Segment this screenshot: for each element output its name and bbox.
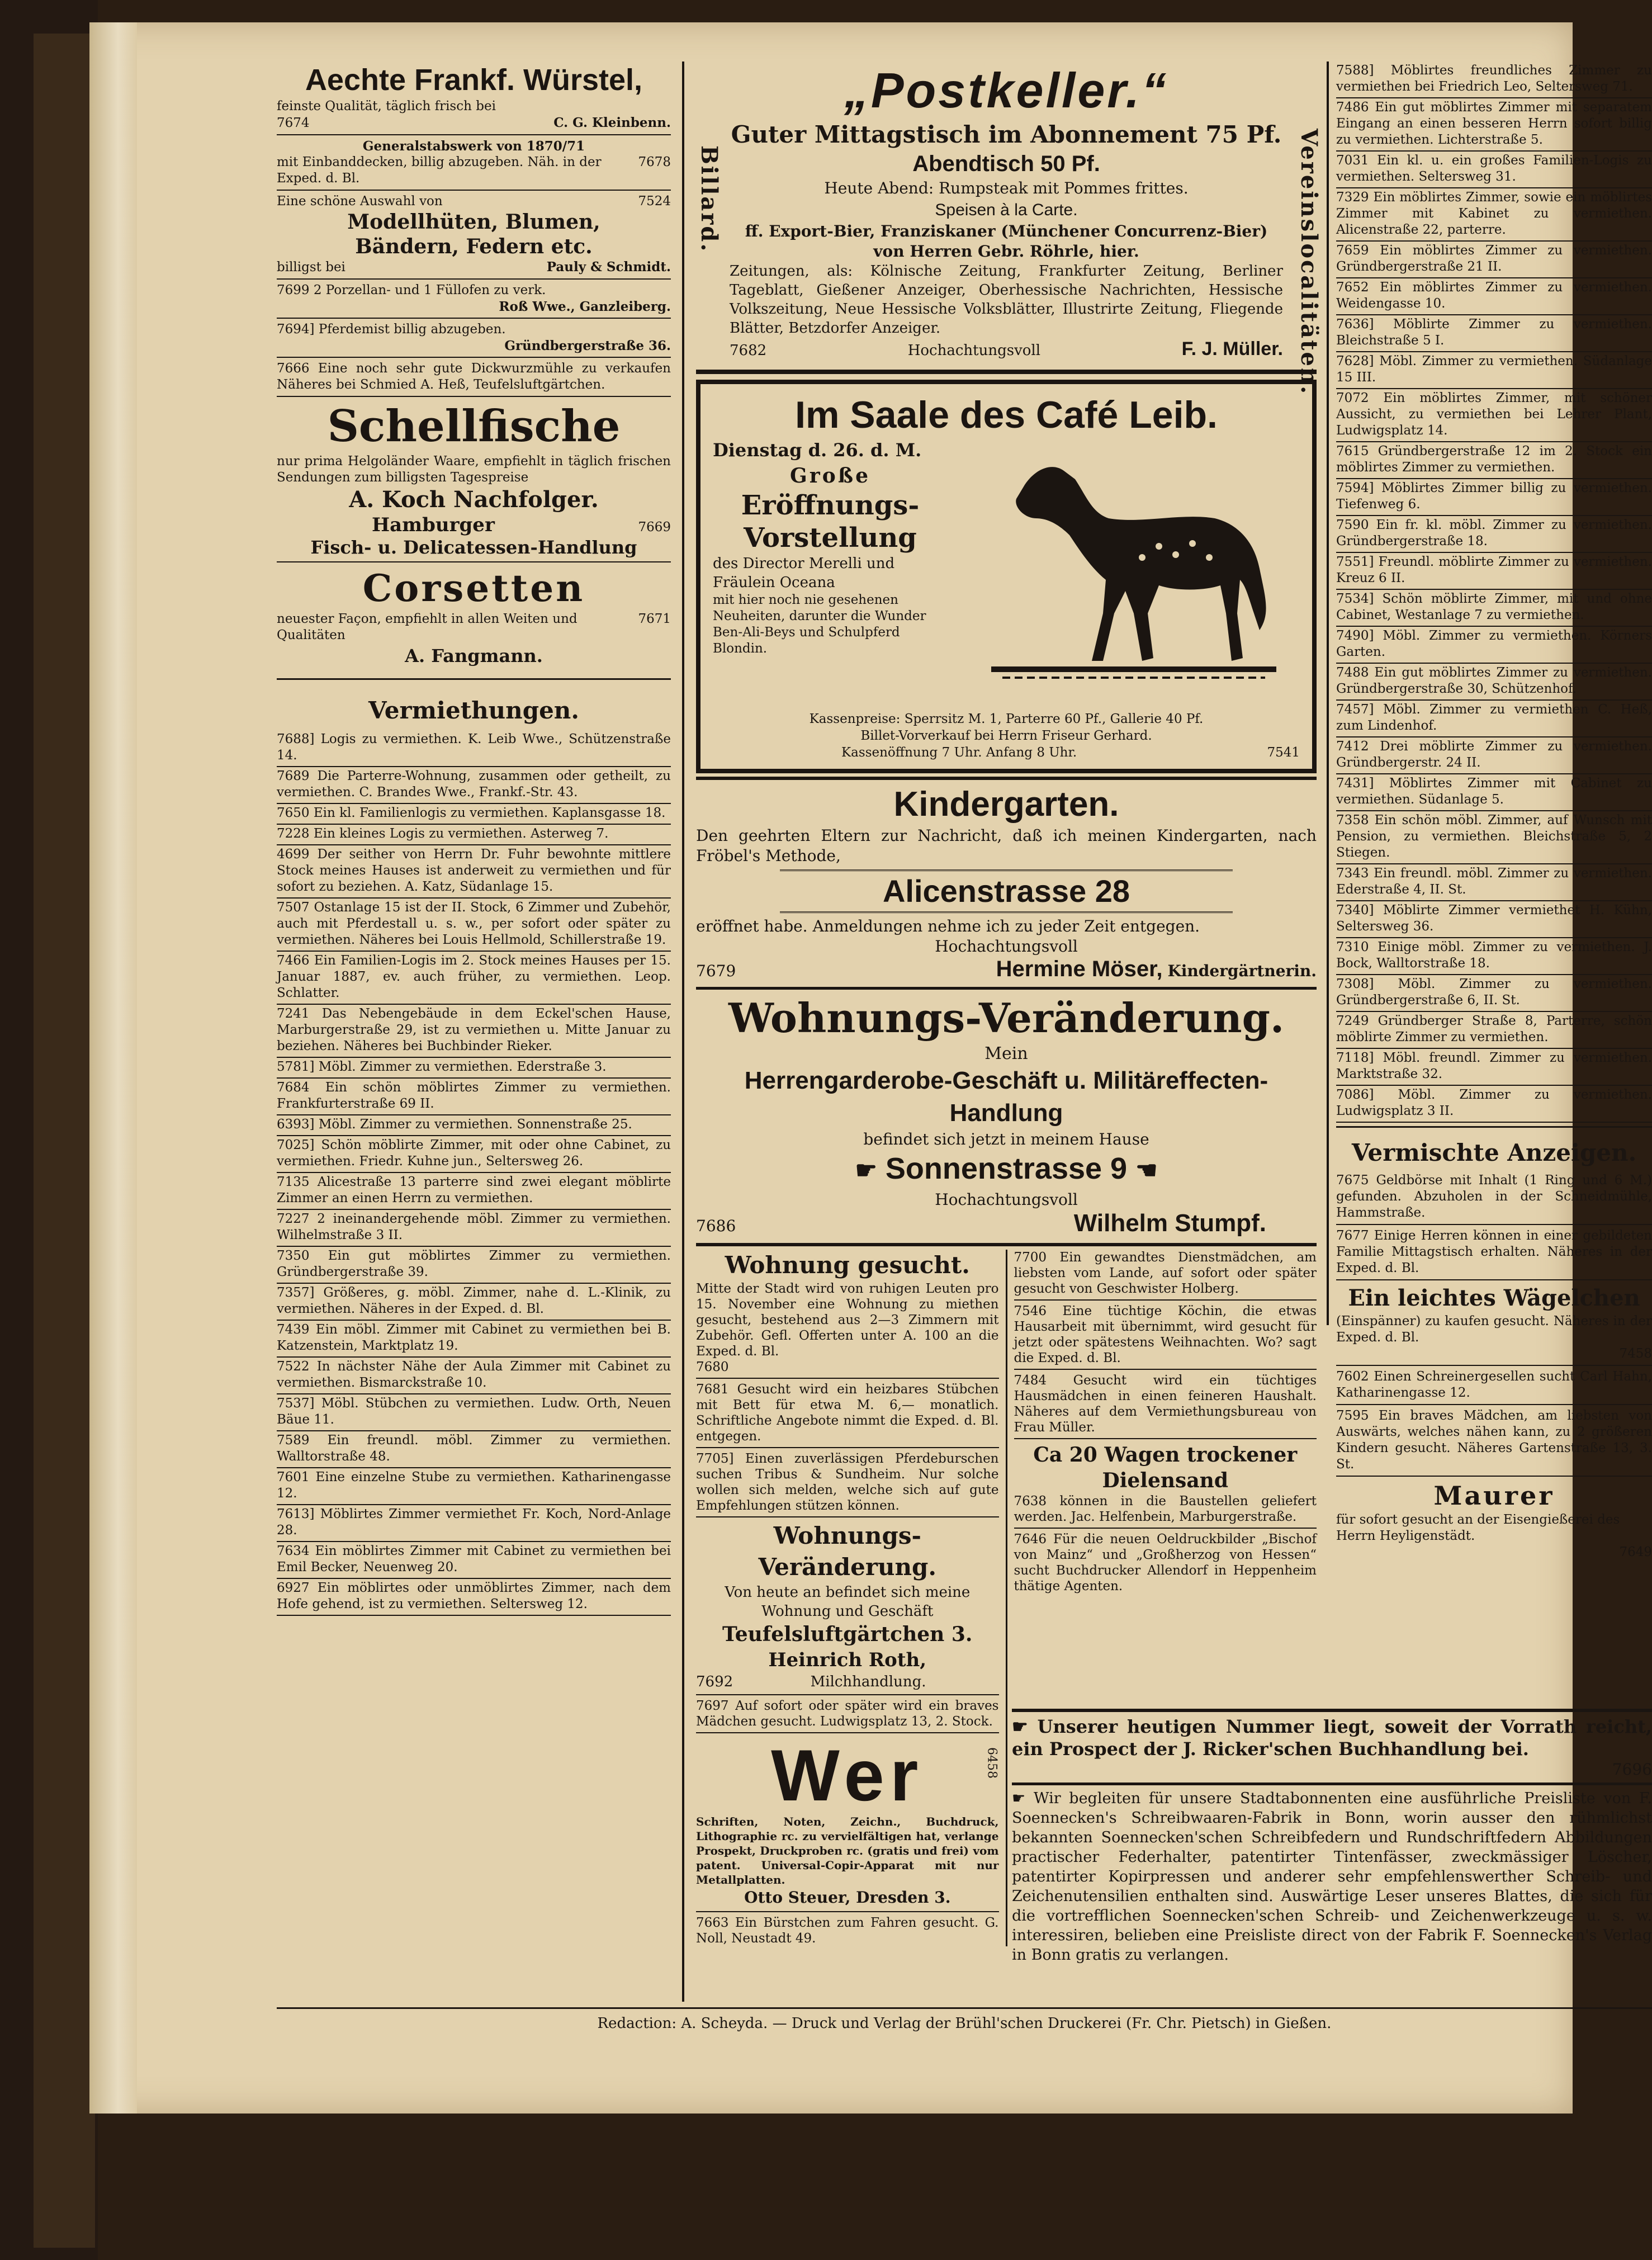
kinder-title: Kindergarten. (893, 785, 1119, 824)
listing-item: 7590 Ein fr. kl. möbl. Zimmer zu vermiethen. Gründbergerstraße 18. (1336, 516, 1652, 553)
wohnv1-ad (696, 993, 1317, 1240)
wohnv1-l1: Mein (984, 1044, 1028, 1063)
listing-item: 7431] Möblirtes Zimmer mit Cabinet zu vermiethen. Südanlage 5. (1336, 774, 1652, 811)
listing-item: 7589 Ein freundl. möbl. Zimmer zu vermiethen. Walltorstraße 48. (277, 1431, 671, 1468)
postkeller-l3: Heute Abend: Rumpsteak mit Pommes frittes. (824, 179, 1189, 197)
kinder-sign: Hochachtungsvoll (935, 937, 1078, 956)
listing-item: 7688] Logis zu vermiethen. K. Leib Wwe., Schützenstraße 14. (277, 730, 671, 767)
middle-subcolumn-left (696, 1250, 1007, 1946)
kinder-l1: Den geehrten Eltern zur Nachricht, daß ich meinen Kindergarten, nach Fröbel's Methode, (696, 826, 1317, 865)
wohnv1-title: Wohnungs-Veränderung. (728, 994, 1285, 1042)
corsetten-title: Corsetten (362, 566, 585, 610)
kinder-addr: Alicenstrasse 28 (780, 869, 1233, 913)
listing-item: 7466 Ein Familien-Logis im 2. Stock meines Hauses per 15. Januar 1887, ev. auch früher, zu vermiethen. Leop. Schlatter. (277, 952, 671, 1005)
listing-item: 7086] Möbl. Zimmer zu vermiethen. Ludwigsplatz 3 II. (1336, 1086, 1652, 1123)
corsetten-num: 7671 (638, 612, 671, 626)
listing-item: 7350 Ein gut möblirtes Zimmer zu vermiethen. Gründbergerstraße 39. (277, 1247, 671, 1284)
postkeller-name: F. J. Müller. (1181, 338, 1283, 360)
postkeller-side-right: Vereinslocalitäten. (1296, 129, 1322, 395)
dielen-text: 7638 können in die Baustellen geliefert werden. Jac. Helfenbein, Marburgerstraße. (1014, 1494, 1317, 1524)
maurer-num: 7649 (1619, 1545, 1652, 1559)
listing-item: 7652 Ein möblirtes Zimmer zu vermiethen. Weidengasse 10. (1336, 278, 1652, 315)
column-rule-2 (1327, 62, 1329, 1325)
maurer-text: für sofort gesucht an der Eisengießerei des Herrn Heyligenstädt. (1336, 1512, 1620, 1543)
pointing-hand-icon-2: ☛ (1012, 1790, 1034, 1807)
schreiner-text: 7602 Einen Schreinergesellen sucht Carl Hahn, Katharinengasse 12. (1336, 1369, 1652, 1400)
gewerbe-title: Generalstabswerk von 1870/71 (362, 139, 585, 154)
cafe-l5: mit hier noch nie gesehenen Neuheiten, darunter die Wunder Ben-Ali-Beys und Schulpferd Blondin. (713, 593, 926, 656)
postkeller-ad (696, 62, 1322, 395)
cafe-ad (696, 380, 1317, 773)
wohnv1-l3: befindet sich jetzt in meinem Hause (863, 1130, 1149, 1148)
listing-item: 7457] Möbl. Zimmer zu vermiethen C. Heß, zum Lindenhof. (1336, 701, 1652, 737)
cafe-l4: des Director Merelli und Fräulein Oceana (713, 555, 895, 591)
hausmaedchen-text: 7484 Gesucht wird ein tüchtiges Hausmädchen in einen feineren Haushalt. Näheres auf dem Vermiethungsbureau von Frau Müller. (1014, 1373, 1317, 1435)
listing-item: 7343 Ein freundl. möbl. Zimmer zu vermiethen. Ederstraße 4, II. St. (1336, 864, 1652, 901)
listing-item: 7227 2 ineinandergehende möbl. Zimmer zu vermiethen. Wilhelmstraße 3 II. (277, 1210, 671, 1247)
listing-item: 7659 Ein möblirtes Zimmer zu vermiethen. Gründbergerstraße 21 II. (1336, 242, 1652, 278)
corsetten-name: A. Fangmann. (405, 645, 543, 666)
wohnv1-addr: ☛ Sonnenstrasse 9 ☚ (855, 1152, 1158, 1185)
soennecken-text: ☛ Wir begleiten für unsere Stadtabonnenten eine ausführliche Preisliste von F. Soennecken's Schreibwaaren-Fabrik in Bonn, worin ausser den rühmlichst bekannten Soennecken'schen Schreibfedern und Rundschriftfedern Abbildungen practischer Federhalter, patentirter Tintenfässer, zweckmässiger Löscher, patentirter Kopirpressen und anderer sehr empfehlenswerther Schreib- und Zeichenutensilien enthalten sind. Auswärtige Leser unseres Blattes, die sich für die vortrefflichen Soennecken'schen Schreib- und Zeichenwerkzeuge u. s. w. interessiren, belieben eine Preisliste direct von der Fabrik F. Soennecken's Verlag in Bonn gratis zu verlangen. (1012, 1790, 1652, 1964)
listing-item: 7241 Das Nebengebäude in dem Eckel'schen Hause, Marburgerstraße 29, ist zu vermiethen u. Mitte Januar zu beziehen. Näheres bei Buchbinder Rieker. (277, 1005, 671, 1058)
kinder-role: Kindergärtnerin. (1167, 962, 1317, 980)
newspaper-page (89, 22, 1652, 2114)
wohnv1-name: Wilhelm Stumpf. (1073, 1209, 1266, 1237)
cafe-l3: Vorstellung (744, 522, 917, 554)
modell-line2: billigst bei (277, 260, 345, 275)
listing-item: 7072 Ein möblirtes Zimmer, mit schöner Aussicht, zu vermiethen bei Lehrer Plant, Ludwigsplatz 14. (1336, 389, 1652, 442)
listing-item: 7636] Möblirte Zimmer zu vermiethen. Bleichstraße 5 I. (1336, 315, 1652, 352)
modell-name: Pauly & Schmidt. (546, 259, 671, 275)
listing-item: 6927 Ein möblirtes oder unmöblirtes Zimmer, nach dem Hofe gehend, ist zu vermiethen. Seltersweg 12. (277, 1579, 671, 1616)
wer-text: Schriften, Noten, Zeichn., Buchdruck, Lithographie rc. zu vervielfältigen hat, verlange Prospekt, Druckproben rc. (gratis und frei) vom patent. Universal-Copir-Apparat mit nur Metallplatten. (696, 1815, 999, 1887)
corsetten-line: neuester Façon, empfiehlt in allen Weiten und Qualitäten (277, 612, 578, 642)
kinder-num: 7679 (696, 962, 736, 980)
wuerstel-name: C. G. Kleinbenn. (553, 115, 671, 130)
book-edge (34, 34, 95, 2248)
cafe-num: 7541 (1267, 745, 1300, 760)
listing-item: 7340] Möblirte Zimmer vermiethet H. Kühn, Seltersweg 36. (1336, 901, 1652, 938)
modell-title2: Bändern, Federn etc. (355, 235, 593, 258)
postkeller-title: „Postkeller.“ (844, 63, 1169, 118)
maedchen-text: 7697 Auf sofort oder später wird ein braves Mädchen gesucht. Ludwigsplatz 13, 2. Stock. (696, 1699, 999, 1729)
page-binding (89, 22, 137, 2114)
buerstchen-text: 7663 Ein Bürstchen zum Fahren gesucht. G. Noll, Neustadt 49. (696, 1916, 999, 1946)
verm-list-left (277, 730, 671, 1616)
postkeller-l5: ff. Export-Bier, Franziskaner (Münchener Concurrenz-Bier) von Herren Gebr. Röhrle, hier. (745, 222, 1268, 261)
listing-item: 7588] Möblirtes freundliches Zimmer zu vermiethen bei Friedrich Leo, Seltersweg 71. (1336, 62, 1652, 98)
dickwurz-text: 7666 Eine noch sehr gute Dickwurzmühle zu verkaufen Näheres bei Schmied A. Heß, Teufelsluftgärtchen. (277, 361, 671, 392)
listing-item: 7522 In nächster Nähe der Aula Zimmer mit Cabinet zu vermiethen. Bismarckstraße 10. (277, 1358, 671, 1394)
listing-item: 5781] Möbl. Zimmer zu vermiethen. Ederstraße 3. (277, 1058, 671, 1079)
listing-item: 7537] Möbl. Stübchen zu vermiethen. Ludw. Orth, Neuen Bäue 11. (277, 1394, 671, 1431)
cafe-open: Kassenöffnung 7 Uhr. Anfang 8 Uhr. (841, 745, 1077, 760)
kindergarten-ad (696, 783, 1317, 984)
pointing-hand-left-icon: ☛ (855, 1157, 877, 1184)
modell-line1: Eine schöne Auswahl von (277, 194, 443, 209)
listing-item: 6393] Möbl. Zimmer zu vermiethen. Sonnenstraße 25. (277, 1115, 671, 1136)
wohnv2-l1: Von heute an befindet sich meine Wohnung und Geschäft (725, 1584, 971, 1620)
wohnv2-title: Wohnungs-Veränderung. (758, 1522, 937, 1581)
wohnv2-name: Heinrich Roth, (768, 1649, 927, 1671)
column-middle (696, 62, 1322, 1946)
listing-item: 7031 Ein kl. u. ein großes Familien-Logis zu vermiethen. Seltersweg 31. (1336, 152, 1652, 188)
kinder-name: Hermine Möser, (996, 957, 1163, 981)
cafe-date: Dienstag d. 26. d. M. (713, 439, 922, 461)
schell-num: 7669 (638, 520, 671, 535)
wer-title: Wer (771, 1734, 924, 1816)
listing-item: 7490] Möbl. Zimmer zu vermiethen. Körners Garten. (1336, 627, 1652, 664)
listing-item: 7689 Die Parterre-Wohnung, zusammen oder getheilt, zu vermiethen. C. Brandes Wwe., Frankf.-Str. 43. (277, 767, 671, 804)
wohnv1-l2: Herrengarderobe-Geschäft u. Militäreffecten-Handlung (744, 1067, 1268, 1127)
listing-item: 7310 Einige möbl. Zimmer zu vermiethen. J. Bock, Walltorstraße 18. (1336, 938, 1652, 975)
pointing-hand-right-icon: ☚ (1135, 1157, 1158, 1184)
listing-item: 7249 Gründberger Straße 8, Parterre, schön möblirte Zimmer zu vermiethen. (1336, 1012, 1652, 1049)
verm-title: Vermiethungen. (368, 697, 579, 724)
kinder-l2: eröffnet habe. Anmeldungen nehme ich zu jeder Zeit entgegen. (696, 917, 1200, 935)
stuebchen-text: 7681 Gesucht wird ein heizbares Stübchen mit Bett für etwa M. 6,— monatlich. Schriftliche Angebote nimmt die Exped. d. Bl. entgegen. (696, 1382, 999, 1444)
gesucht-title: Wohnung gesucht. (725, 1251, 970, 1279)
maedchen3-text: 7595 Ein braves Mädchen, am liebsten von Auswärts, welches nähen kann, zu 2 größeren Kindern gesucht. Näheres Gartenstraße 13, 3. St. (1336, 1408, 1652, 1472)
listing-item: 7507 Ostanlage 15 ist der II. Stock, 6 Zimmer und Zubehör, auch mit Pferdestall u. s. w., per sofort oder später zu vermiethen. Näheres bei Louis Hellmold, Schillerstraße 19. (277, 899, 671, 952)
listing-item: 7594] Möblirtes Zimmer billig zu vermiethen. Tiefenweg 6. (1336, 479, 1652, 516)
schell-title: Schellfische (327, 401, 621, 452)
wuerstel-title: Aechte Frankf. Würstel, (305, 63, 643, 97)
wohnv1-sign: Hochachtungsvoll (935, 1190, 1078, 1209)
bilder-text: 7646 Für die neuen Oeldruckbilder „Bischof von Mainz“ und „Großherzog von Hessen“ sucht Buchdrucker Allendorf in Heppenheim thätige Agenten. (1014, 1532, 1317, 1594)
listing-item: 7488 Ein gut möblirtes Zimmer zu vermiethen. Gründbergerstraße 30, Schützenhof. (1336, 664, 1652, 701)
listing-item: 7628] Möbl. Zimmer zu vermiethen. Südanlage 15 III. (1336, 352, 1652, 389)
listing-item: 7308] Möbl. Zimmer zu vermiethen. Gründbergerstraße 6, II. St. (1336, 975, 1652, 1012)
maurer-title: Maurer (1433, 1481, 1555, 1511)
listing-item: 7439 Ein möbl. Zimmer mit Cabinet zu vermiethen bei B. Katzenstein, Marktplatz 19. (277, 1321, 671, 1358)
waegel-title: Ein leichtes Wägelchen (1348, 1285, 1640, 1311)
listing-item: 7329 Ein möblirtes Zimmer, sowie ein möblirtes Zimmer mit Kabinet zu vermiethen. Alicenstraße 22, parterre. (1336, 188, 1652, 242)
column-right (1336, 62, 1652, 1561)
waegel-num: 7458 (1619, 1346, 1652, 1361)
listing-item: 7650 Ein kl. Familienlogis zu vermiethen. Kaplansgasse 18. (277, 804, 671, 825)
modell-title1: Modellhüten, Blumen, (347, 210, 600, 234)
wohnv2-addr: Teufelsluftgärtchen 3. (722, 1623, 973, 1646)
gewerbe-num: 7678 (638, 155, 671, 169)
listing-item: 7486 Ein gut möblirtes Zimmer mit separatem Eingang an einen besseren Herrn sofort billig zu vermiethen. Lichterstraße 5. (1336, 98, 1652, 152)
listing-item: 7358 Ein schön möbl. Zimmer, auf Wunsch mit Pension, zu vermiethen. Bleichstraße 5, 2 Stiegen. (1336, 811, 1652, 864)
listing-item: 7118] Möbl. freundl. Zimmer zu vermiethen. Marktstraße 32. (1336, 1049, 1652, 1086)
cafe-title: Im Saale des Café Leib. (795, 394, 1218, 436)
postkeller-l1: Guter Mittagstisch im Abonnement 75 Pf. (731, 121, 1282, 148)
cafe-prices: Kassenpreise: Sperrsitz M. 1, Parterre 60 Pf., Gallerie 40 Pf. (809, 712, 1204, 726)
verm-list-right (1336, 62, 1652, 1123)
listing-item: 7228 Ein kleines Logis zu vermiethen. Asterweg 7. (277, 825, 671, 845)
gewerbe-line: mit Einbanddecken, billig abzugeben. Näh. in der Exped. d. Bl. (277, 155, 602, 186)
geld-text: 7675 Geldbörse mit Inhalt (1 Ring und 6 M.) gefunden. Abzuholen in der Schneidmühle, Hammstraße. (1336, 1173, 1652, 1220)
schell-name: A. Koch Nachfolger. (349, 486, 599, 513)
wohnv2-num: 7692 (696, 1673, 733, 1690)
postkeller-side-left: Billard. (696, 145, 722, 253)
listing-item: 7412 Drei möblirte Zimmer zu vermiethen. Gründbergerstr. 24 II. (1336, 737, 1652, 774)
postkeller-l2: Abendtisch 50 Pf. (912, 152, 1100, 176)
postkeller-l6: Zeitungen, als: Kölnische Zeitung, Frankfurter Zeitung, Berliner Tageblatt, Gießener Anzeiger, Oberhessische Nachrichten, Hessische Volkszeitung, Neue Hessische Volksblätter, Illustrirte Zeitung, Fliegende Blätter, Betzdorfer Anzeiger. (730, 263, 1283, 337)
listing-item: 7135 Alicestraße 13 parterre sind zwei elegant möblirte Zimmer an einen Herrn zu vermiethen. (277, 1173, 671, 1210)
column-left (277, 62, 671, 1616)
wer-side-num: 6458 (984, 1747, 999, 1779)
porz-text: 7699 2 Porzellan- und 1 Füllofen zu verk. (277, 283, 546, 297)
pferde-text: 7694] Pferdemist billig abzugeben. (277, 322, 506, 337)
listing-item: 7601 Eine einzelne Stube zu vermiethen. Katharinengasse 12. (277, 1468, 671, 1505)
cafe-l2: Eröffnungs- (741, 490, 920, 521)
schell-line: nur prima Helgoländer Waare, empfiehlt in täglich frischen Sendungen zum billigsten Tagespreise (277, 454, 671, 485)
wohnv1-num: 7686 (696, 1217, 736, 1235)
waegel-text: (Einspänner) zu kaufen gesucht. Näheres in der Exped. d. Bl. (1336, 1314, 1652, 1345)
column-rule-1 (682, 62, 684, 2002)
prospekt-text: ☛ Unserer heutigen Nummer liegt, soweit der Vorrath reicht, ein Prospect der J. Ricker'schen Buchhandlung bei. (1012, 1716, 1652, 1760)
cafe-l1: Große (790, 464, 870, 488)
listing-item: 7615 Gründbergerstraße 12 im 2. Stock ein möblirtes Zimmer zu vermiethen. (1336, 442, 1652, 479)
wuerstel-line: feinste Qualität, täglich frisch bei (277, 99, 496, 114)
dienst-text: 7700 Ein gewandtes Dienstmädchen, am liebsten vom Lande, auf sofort oder später gesucht von Geschwister Holberg. (1014, 1250, 1317, 1296)
listing-item: 7613] Möblirtes Zimmer vermiethet Fr. Koch, Nord-Anlage 28. (277, 1505, 671, 1542)
postkeller-num: 7682 (730, 342, 767, 359)
schell-shop: Fisch- u. Delicatessen-Handlung (310, 537, 637, 558)
listing-item: 4699 Der seither von Herrn Dr. Fuhr bewohnte mittlere Stock meines Hauses ist anderweit zu vermiethen und für sofort zu beziehen. A. Katz, Südanlage 15. (277, 845, 671, 899)
gesucht-text: Mitte der Stadt wird von ruhigen Leuten pro 15. November eine Wohnung zu miethen gesucht, bestehend aus 2—3 Zimmern mit Zubehör. Gefl. Offerten unter A. 100 an die Exped. d. Bl. (696, 1282, 999, 1359)
koechin-text: 7546 Eine tüchtige Köchin, die etwas Hausarbeit mit übernimmt, wird gesucht für jetzt oder spätestens Weihnachten. Wo? sagt die Exped. d. Bl. (1014, 1304, 1317, 1365)
horse-illustration (991, 446, 1276, 692)
porz-name: Roß Wwe., Ganzleiberg. (499, 299, 671, 314)
listing-item: 7634 Ein möblirtes Zimmer mit Cabinet zu vermiethen bei Emil Becker, Neuenweg 20. (277, 1542, 671, 1579)
wuerstel-num: 7674 (277, 116, 310, 130)
cafe-vorverkauf: Billet-Vorverkauf bei Herrn Friseur Gerhard. (860, 729, 1152, 743)
bottom-right-notices (1012, 1705, 1652, 1965)
footer-imprint: Redaction: A. Scheyda. — Druck und Verlag der Brühl'schen Druckerei (Fr. Chr. Pietsch) in Gießen. (277, 2007, 1652, 2034)
listing-item: 7551] Freundl. möblirte Zimmer zu vermiethen. Kreuz 6 II. (1336, 553, 1652, 590)
dielen-title: Ca 20 Wagen trockener Dielensand (1033, 1443, 1298, 1492)
modell-num: 7524 (638, 194, 671, 209)
listing-item: 7684 Ein schön möblirtes Zimmer zu vermiethen. Frankfurterstraße 69 II. (277, 1079, 671, 1115)
postkeller-sign: Hochachtungsvoll (907, 342, 1041, 359)
pointing-hand-icon: ☛ (1012, 1716, 1038, 1737)
postkeller-l4: Speisen à la Carte. (935, 201, 1078, 219)
listing-item: 7534] Schön möblirte Zimmer, mit und ohne Cabinet, Westanlage 7 zu vermiethen. (1336, 590, 1652, 627)
vermischte-title: Vermischte Anzeigen. (1351, 1139, 1637, 1166)
gesucht-num: 7680 (696, 1360, 729, 1374)
prospekt-num: 7696 (1612, 1760, 1652, 1779)
listing-item: 7357] Größeres, g. möbl. Zimmer, nahe d. L.-Klinik, zu vermiethen. Näheres in der Exped. d. Bl. (277, 1284, 671, 1321)
wohnv2-role: Milchhandlung. (810, 1673, 926, 1690)
schell-city: Hamburger (372, 514, 495, 536)
pferdebursch-text: 7705] Einen zuverlässigen Pferdeburschen suchen Tribus & Sundheim. Nur solche wollen sich melden, welche sich auf gute Empfehlungen stützen können. (696, 1451, 999, 1513)
wer-name: Otto Steuer, Dresden 3. (744, 1888, 951, 1907)
listing-item: 7025] Schön möblirte Zimmer, mit oder ohne Cabinet, zu vermiethen. Friedr. Kuhne jun., Seltersweg 26. (277, 1136, 671, 1173)
pferde-addr: Gründbergerstraße 36. (504, 338, 671, 353)
mittag-text: 7677 Einige Herren können in einer gebildeten Familie Mittagstisch erhalten. Näheres in der Exped. d. Bl. (1336, 1228, 1652, 1275)
